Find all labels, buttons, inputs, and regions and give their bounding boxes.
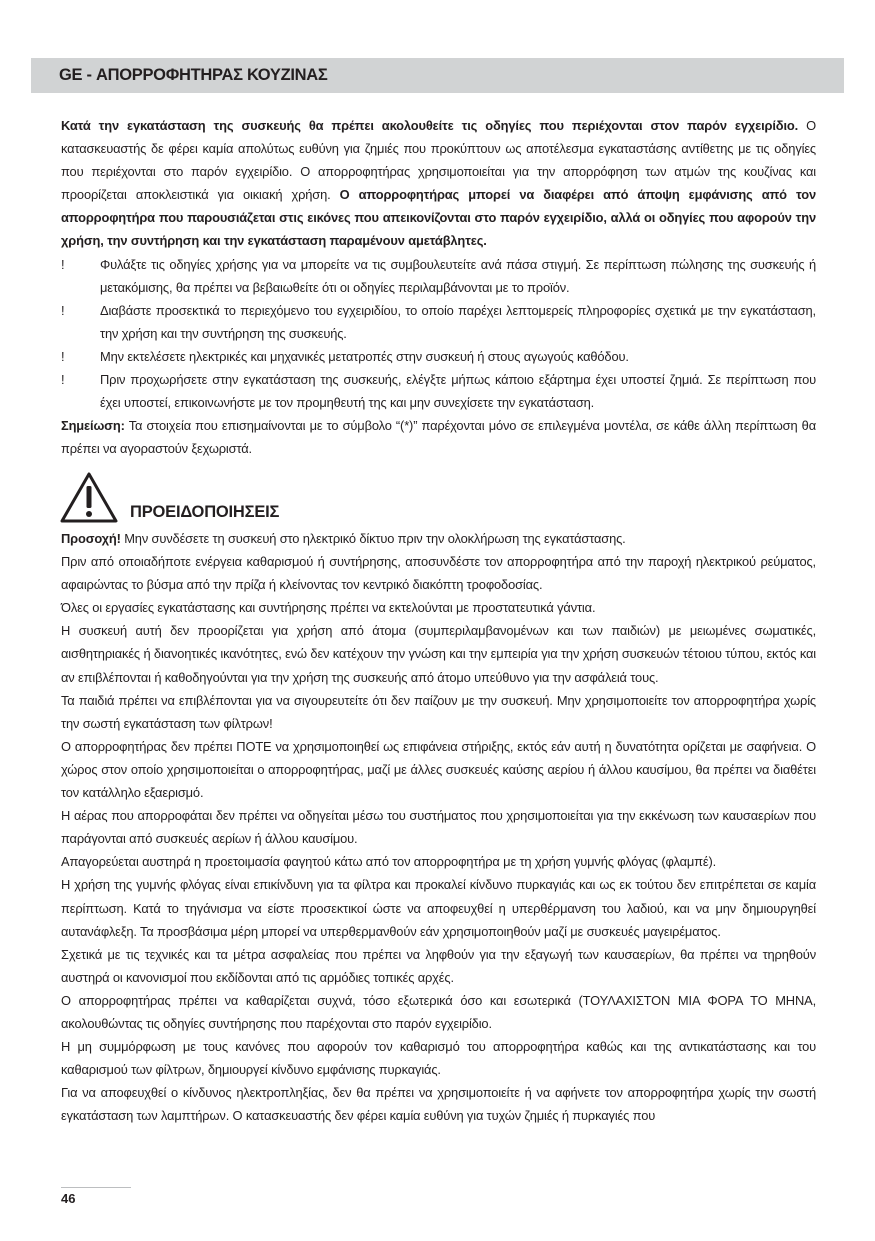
list-item — [61, 345, 816, 368]
note-label: Σημείωση: — [61, 418, 125, 434]
exclamation-mark: ! — [61, 302, 65, 318]
warning-paragraph: Ο απορροφητήρας πρέπει να καθαρίζεται συχνά, τόσο εξωτερικά όσο και εσωτερικά (ΤΟΥΛΑΧΙΣΤΟΝ ΜΙΑ ΦΟΡΑ ΤΟ ΜΗΝΑ, ακολουθώντας τις οδηγίες συντήρησης που παρέχονται στο παρόν εγχειρίδιο. — [61, 992, 816, 1031]
intro-paragraph — [61, 114, 816, 253]
intro-section — [61, 114, 816, 460]
caution-paragraph — [61, 527, 816, 550]
warning-paragraph: Η μη συμμόρφωση με τους κανόνες που αφορούν τον καθαρισμό του απορροφητήρα καθώς και της αντικατάστασης και του καθαρισμού των φίλτρων, δημιουργεί κίνδυνο εμφάνισης πυρκαγιάς. — [61, 1039, 816, 1078]
section-header-bar — [31, 58, 844, 93]
intro-appearance-note: Ο απορροφητήρας μπορεί να διαφέρει από άποψη εμφάνισης από τον απορροφητήρα που παρουσιάζεται στις εικόνες που απεικονίζονται στο παρόν εγχειρίδιο, αλλά οι οδηγίες που αφορούν την χρήση, την συντήρηση και την εγκατάσταση παραμένουν αμετάβλητες. — [61, 187, 816, 249]
warning-paragraph: Η αέρας που απορροφάται δεν πρέπει να οδηγείται μέσω του συστήματος που χρησιμοποιείται για την εκκένωση των καυσαερίων που παράγονται από συσκευές αερίων ή άλλου καυσίμου. — [61, 808, 816, 847]
list-item — [61, 253, 816, 299]
note-text: Τα στοιχεία που επισημαίνονται με το σύμβολο “(*)” παρέχονται μόνο σε επιλεγμένα μοντέλα, σε κάθε άλλη περίπτωση θα πρέπει να αγοραστούν ξεχωριστά. — [61, 418, 816, 457]
warning-paragraph: Η χρήση της γυμνής φλόγας είναι επικίνδυνη για τα φίλτρα και προκαλεί κίνδυνο πυρκαγιάς και ως εκ τούτου δεν επιτρέπεται σε καμία περίπτωση. Κατά το τηγάνισμα να είστε προσεκτικοί ώστε να αποφευχθεί η υπερθέρμανση του λαδιού, και να μην δημιουργηθεί αυτανάφλεξη. Τα προσβάσιμα μέρη μπορεί να υπερθερμανθούν εάν χρησιμοποιηθούν μαζί με συσκευές μαγειρέματος. — [61, 877, 816, 939]
list-item-text: Φυλάξτε τις οδηγίες χρήσης για να μπορείτε να τις συμβουλευτείτε ανά πάσα στιγμή. Σε περίπτωση πώλησης της συσκευής ή μετακόμισης, θα πρέπει να βεβαιωθείτε ότι οι οδηγίες περιλαμβάνονται με το προϊόν. — [100, 256, 816, 295]
list-item — [61, 368, 816, 414]
list-item-text: Πριν προχωρήσετε στην εγκατάσταση της συσκευής, ελέγξτε μήπως κάποιο εξάρτημα έχει υποστεί ζημιά. Σε περίπτωση που έχει υποστεί, επικοινωνήστε με τον προμηθευτή της και μην συνεχίσετε την εγκατάσταση. — [100, 372, 816, 411]
page-number: 46 — [61, 1191, 76, 1206]
exclamation-mark: ! — [61, 372, 65, 388]
caution-label: Προσοχή! — [61, 531, 121, 546]
intro-lead: Κατά την εγκατάσταση της συσκευής θα πρέπει ακολουθείτε τις οδηγίες που περιέχονται στον παρόν εγχειρίδιο. — [61, 118, 799, 133]
note-paragraph — [61, 414, 816, 460]
warning-triangle-icon — [58, 470, 120, 526]
caution-text: Μην συνδέσετε τη συσκευή στο ηλεκτρικό δίκτυο πριν την ολοκλήρωση της εγκατάστασης. — [124, 531, 626, 546]
warning-paragraph: Η συσκευή αυτή δεν προορίζεται για χρήση από άτομα (συμπεριλαμβανομένων και των παιδιών) με μειωμένες σωματικές, αισθητηριακές ή διανοητικές ικανότητες, ενώ δεν κατέχουν την γνώση και την εμπειρία για την χρήση συσκευών τέτοιου τύπου, εκτός και αν επιβλέπονται ή καθοδηγούνται για την χρήση της συσκευής από άτομο υπεύθυνο για την ασφάλειά τους. — [61, 623, 816, 685]
exclamation-mark: ! — [61, 256, 65, 272]
list-item-text: Διαβάστε προσεκτικά το περιεχόμενο του εγχειριδίου, το οποίο παρέχει λεπτομερείς πληροφορίες σχετικά με την εγκατάσταση, την χρήση και την συντήρηση της συσκευής. — [100, 302, 816, 341]
footer-divider — [61, 1187, 131, 1188]
section-title: GE - ΑΠΟΡΡΟΦΗΤΗΡΑΣ ΚΟΥΖΙΝΑΣ — [59, 66, 328, 84]
warning-paragraph: Απαγορεύεται αυστηρά η προετοιμασία φαγητού κάτω από τον απορροφητήρα με τη χρήση γυμνής φλόγας (φλαμπέ). — [61, 854, 717, 870]
warning-paragraph: Ο απορροφητήρας δεν πρέπει ΠΟΤΕ να χρησιμοποιηθεί ως επιφάνεια στήριξης, εκτός εάν αυτή η δυνατότητα ορίζεται με σαφήνεια. Ο χώρος στον οποίο χρησιμοποιείται ο απορροφητήρας, μαζί με άλλες συσκευές καύσης αερίου ή άλλου καυσίμου, θα πρέπει να διαθέτει τον κατάλληλο εξαερισμό. — [61, 738, 816, 801]
list-item — [61, 299, 816, 345]
warning-paragraph: Για να αποφευχθεί ο κίνδυνος ηλεκτροπληξίας, δεν θα πρέπει να χρησιμοποιείτε ή να αφήνετε τον απορροφητήρα χωρίς την σωστή εγκατάσταση των λαμπτήρων. Ο κατασκευαστής δεν φέρει καμία ευθύνη για τυχών ζημιές ή πυρκαγιές που — [61, 1085, 816, 1124]
warnings-title: ΠΡΟΕΙΔΟΠΟΙΗΣΕΙΣ — [130, 503, 280, 521]
warning-paragraph: Πριν από οποιαδήποτε ενέργεια καθαρισμού ή συντήρησης, αποσυνδέστε τον απορροφητήρα από την παροχή ηλεκτρικού ρεύματος, αφαιρώντας το βύσμα από την πρίζα ή κλείνοντας τον κεντρικό διακόπτη τροφοδοσίας. — [61, 554, 816, 593]
warnings-section — [61, 527, 816, 1127]
intro-text: Ο κατασκευαστής δε φέρει καμία απολύτως ευθύνη για ζημιές που προκύπτουν ως αποτέλεσμα εγκαταστάσης αντίθετης με τις οδηγίες που περιέχονται στο παρόν εγχειρίδιο. Ο απορροφητήρας χρησιμοποιείται για την απορρόφηση των ατμών της κουζίνας και προορίζεται αποκλειστικά για οικιακή χρήση. — [61, 118, 816, 203]
warning-paragraph: Σχετικά με τις τεχνικές και τα μέτρα ασφαλείας που πρέπει να ληφθούν για την εξαγωγή των καυσαερίων, θα πρέπει να τηρηθούν αυστηρά οι κανονισμοί που εκδίδονται από τις αρμόδιες τοπικές αρχές. — [61, 946, 816, 985]
exclamation-mark: ! — [61, 348, 65, 364]
warning-paragraph: Όλες οι εργασίες εγκατάστασης και συντήρησης πρέπει να εκτελούνται με προστατευτικά γάντια. — [61, 600, 596, 616]
list-item-text: Μην εκτελέσετε ηλεκτρικές και μηχανικές μετατροπές στην συσκευή ή στους αγωγούς καθόδου. — [100, 348, 629, 364]
warnings-heading — [58, 470, 358, 526]
warning-paragraph: Τα παιδιά πρέπει να επιβλέπονται για να σιγουρευτείτε ότι δεν παίζουν με την συσκευή. Μην χρησιμοποιείτε τον απορροφητήρα χωρίς την σωστή εγκατάσταση των φίλτρων! — [61, 692, 816, 731]
